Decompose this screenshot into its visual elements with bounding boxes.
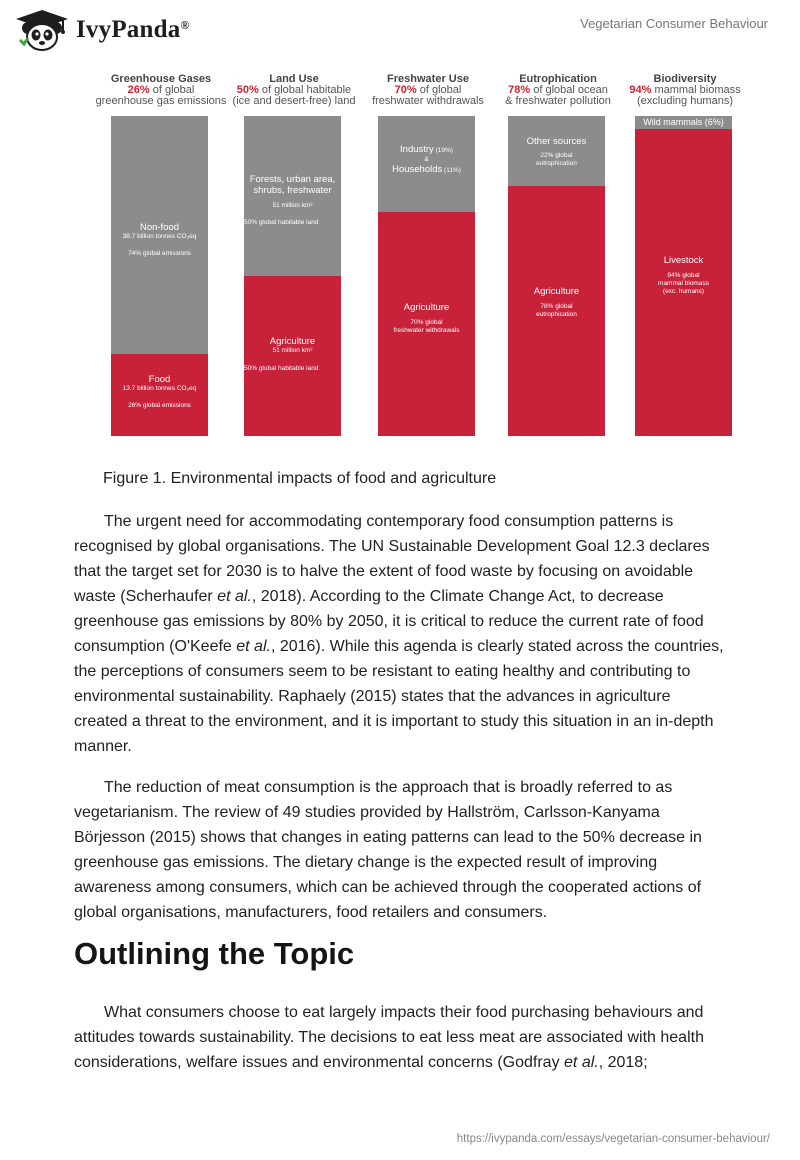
other-land-segment: Forests, urban area, shrubs, freshwater 51 million km² [244, 116, 341, 276]
habitable-land-note: 50% global habitable land [244, 219, 319, 226]
food-segment: Food 13.7 billion tonnes CO₂eq 26% global emissions [111, 354, 208, 436]
paragraph: The reduction of meat consumption is the approach that is broadly referred to as vegetarianism. The review of 49 studies provided by Hallström, Carlsson-Kanyama Börjesson (2015) shows that changes in eating patterns can lead to the 50% decrease in greenhouse gas emissions. The dietary change is the expected result of improving awareness among consumers, which can be achieved through the cooperated actions of global organisations, manufacturers, food retailers and consumers. [74, 779, 702, 921]
brand-name: IvyPanda® [76, 16, 190, 43]
column-header: Freshwater Use 70% of global freshwater withdrawals [372, 73, 484, 107]
paragraph: The urgent need for accommodating contemporary food consumption patterns is recognised by global organisations. The UN Sustainable Development Goal 12.3 declares that the target set for 2030 is to halve the extent of food waste by focusing on avoidable waste (Scherhaufer et al., 2018). According to the Climate Change Act, to decrease greenhouse gas emissions by 80% by 2050, it is critical to reduce the current rate of food consumption (O'Keefe et al., 2016). While this agenda is clearly stated across the countries, the perceptions of consumers seem to be resistant to eating healthy and contributing to environmental sustainability. Raphaely (2015) states that the advances in agriculture created a threat to the environment, and it is important to study this situation in an in-depth manner. [74, 513, 724, 755]
agriculture-segment: Agriculture 51 million km² [244, 276, 341, 436]
non-food-segment: Non-food 38.7 billion tonnes CO₂eq 74% global emissions [111, 116, 208, 354]
ivypanda-logo[interactable] [14, 8, 190, 52]
page-header [0, 0, 800, 60]
livestock-segment: Livestock 94% global mammal biomass (exc. humans) [635, 129, 732, 436]
bar [508, 116, 605, 436]
column-header: Biodiversity 94% mammal biomass (excluding humans) [629, 73, 741, 107]
figure-caption: Figure 1. Environmental impacts of food and agriculture [103, 470, 497, 487]
page-url[interactable]: https://ivypanda.com/essays/vegetarian-consumer-behaviour/ [456, 1133, 770, 1145]
column-header: Land Use 50% of global habitable (ice and desert-free) land [232, 73, 356, 107]
bar [378, 116, 475, 436]
agriculture-segment: Agriculture 78% global eutrophication [508, 186, 605, 436]
document-title: Vegetarian Consumer Behaviour [580, 16, 768, 31]
environmental-impacts-figure [94, 73, 741, 444]
bar [635, 116, 732, 436]
wild-mammals-segment: Wild mammals (6%) [635, 116, 732, 129]
panda-graduate-icon [14, 8, 70, 52]
column-header: Greenhouse Gases 26% of global greenhouse gas emissions [95, 73, 227, 107]
other-sources-segment: Other sources 22% global eutrophication [508, 116, 605, 186]
habitable-land-note: 50% global habitable land [244, 365, 319, 372]
agriculture-segment: Agriculture 70% global freshwater withdrawals [378, 212, 475, 436]
section-heading: Outlining the Topic [74, 936, 355, 971]
column-header: Eutrophication 78% of global ocean & freshwater pollution [505, 73, 611, 107]
industry-households-segment: Industry (19%) & Households (11%) [378, 116, 475, 212]
bar [244, 116, 341, 436]
paragraph: What consumers choose to eat largely impacts their food purchasing behaviours and attitudes towards sustainability. The decisions to eat less meat are associated with health considerations, welfare issues and environmental concerns (Godfray et al., 2018; [74, 1004, 704, 1071]
bar [111, 116, 208, 436]
